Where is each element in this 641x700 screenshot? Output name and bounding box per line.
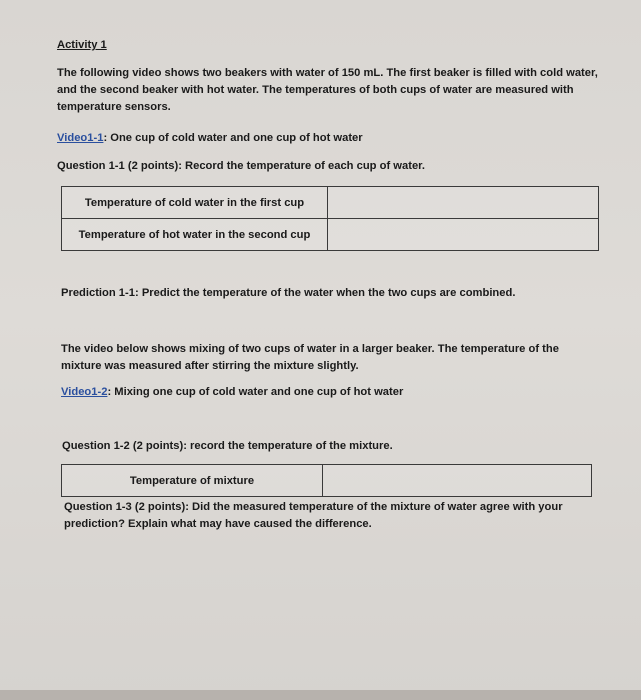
- mixture-answer-cell[interactable]: [323, 465, 592, 497]
- video2-link[interactable]: Video1-2: [61, 386, 108, 398]
- activity-title: Activity 1: [57, 39, 107, 51]
- question-1-2: Question 1-2 (2 points): record the temperature of the mixture.: [62, 440, 393, 452]
- video1-text: : One cup of cold water and one cup of hot water: [103, 132, 363, 144]
- table-row: [62, 187, 599, 219]
- question-1-1: Question 1-1 (2 points): Record the temperature of each cup of water.: [57, 160, 426, 172]
- hot-water-label: Temperature of hot water in the second cup: [62, 219, 328, 251]
- table-row: [62, 465, 592, 497]
- cold-water-label: Temperature of cold water in the first cup: [62, 187, 328, 219]
- mixture-label: Temperature of mixture: [62, 465, 323, 497]
- mixing-paragraph: The video below shows mixing of two cups of water in a larger beaker. The temperature of the mixture was measured after stirring the mixture slightly.: [61, 343, 559, 372]
- question-1-3: Question 1-3 (2 points): Did the measured temperature of the mixture of water agree with your prediction? Explain what may have caused the difference.: [64, 501, 563, 530]
- page-bottom-edge: [0, 690, 641, 700]
- video2-text: : Mixing one cup of cold water and one cup of hot water: [107, 386, 404, 398]
- table-row: [62, 219, 599, 251]
- hot-water-answer-cell[interactable]: [328, 219, 599, 251]
- cold-water-answer-cell[interactable]: [328, 187, 599, 219]
- video2-line: [61, 384, 403, 401]
- temperature-table-1: [61, 186, 599, 251]
- prediction-1-1: Prediction 1-1: Predict the temperature of the water when the two cups are combined.: [61, 287, 516, 299]
- intro-paragraph: The following video shows two beakers with water of 150 mL. The first beaker is filled with cold water, and the second beaker with hot water. The temperatures of both cups of water are measured with temperature sensors.: [57, 67, 598, 113]
- video1-link[interactable]: Video1-1: [57, 132, 104, 144]
- mixture-table: [61, 464, 592, 497]
- video1-line: [57, 130, 363, 147]
